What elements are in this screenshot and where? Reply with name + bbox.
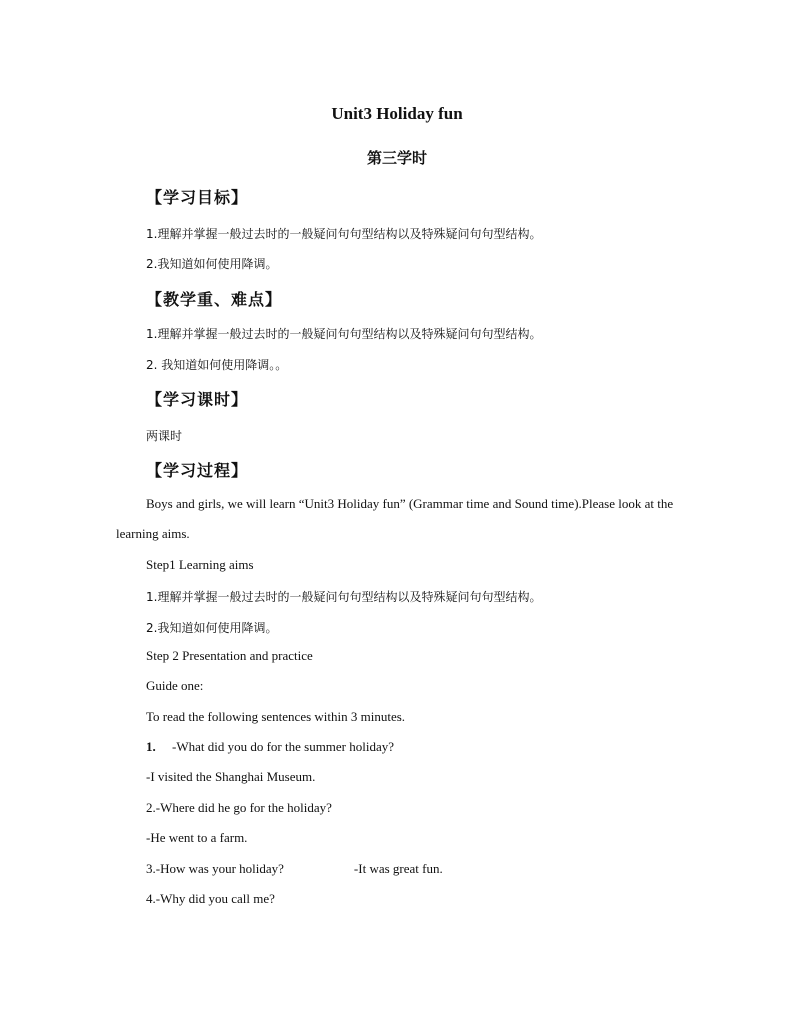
- question-text: 2.-Where did he go for the holiday?: [146, 800, 332, 815]
- answer-text: -He went to a farm.: [146, 830, 248, 845]
- key-point-item: 1.理解并掌握一般过去时的一般疑问句句型结构以及特殊疑问句句型结构。: [146, 327, 542, 341]
- sentence-pair-3: [146, 861, 443, 877]
- aim-item: 1.理解并掌握一般过去时的一般疑问句句型结构以及特殊疑问句句型结构。: [146, 227, 542, 241]
- step1-item: 1.理解并掌握一般过去时的一般疑问句句型结构以及特殊疑问句句型结构。: [146, 590, 542, 604]
- step2-heading: Step 2 Presentation and practice: [146, 648, 313, 663]
- instruction-text: To read the following sentences within 3 minutes.: [146, 709, 406, 724]
- hours-text: 两课时: [146, 429, 183, 443]
- question-text: 3.-How was your holiday?: [146, 861, 284, 876]
- intro-paragraph: Boys and girls, we will learn “Unit3 Holiday fun” (Grammar time and Sound time).Please look at the learning aims.: [116, 496, 674, 541]
- sentence-number: 1.: [146, 739, 156, 754]
- aim-item: 2.我知道如何使用降调。: [146, 257, 278, 271]
- guide-heading: Guide one:: [146, 678, 204, 693]
- question-text: -What did you do for the summer holiday?: [172, 739, 395, 754]
- step1-heading: Step1 Learning aims: [146, 557, 254, 572]
- question-text: 4.-Why did you call me?: [146, 891, 275, 906]
- section-heading-process: 【学习过程】: [146, 461, 249, 480]
- section-heading-hours: 【学习课时】: [146, 390, 249, 409]
- answer-text: -I visited the Shanghai Museum.: [146, 769, 316, 784]
- step1-item: 2.我知道如何使用降调。: [146, 621, 278, 635]
- sentence-pair-1: [146, 739, 394, 755]
- key-point-item: 2. 我知道如何使用降调。。: [146, 358, 288, 372]
- answer-text: -It was great fun.: [353, 861, 443, 876]
- section-heading-key-points: 【教学重、难点】: [146, 290, 283, 309]
- section-heading-aims: 【学习目标】: [146, 188, 249, 207]
- document-title: Unit3 Holiday fun: [331, 104, 463, 123]
- document-subtitle: 第三学时: [366, 149, 427, 167]
